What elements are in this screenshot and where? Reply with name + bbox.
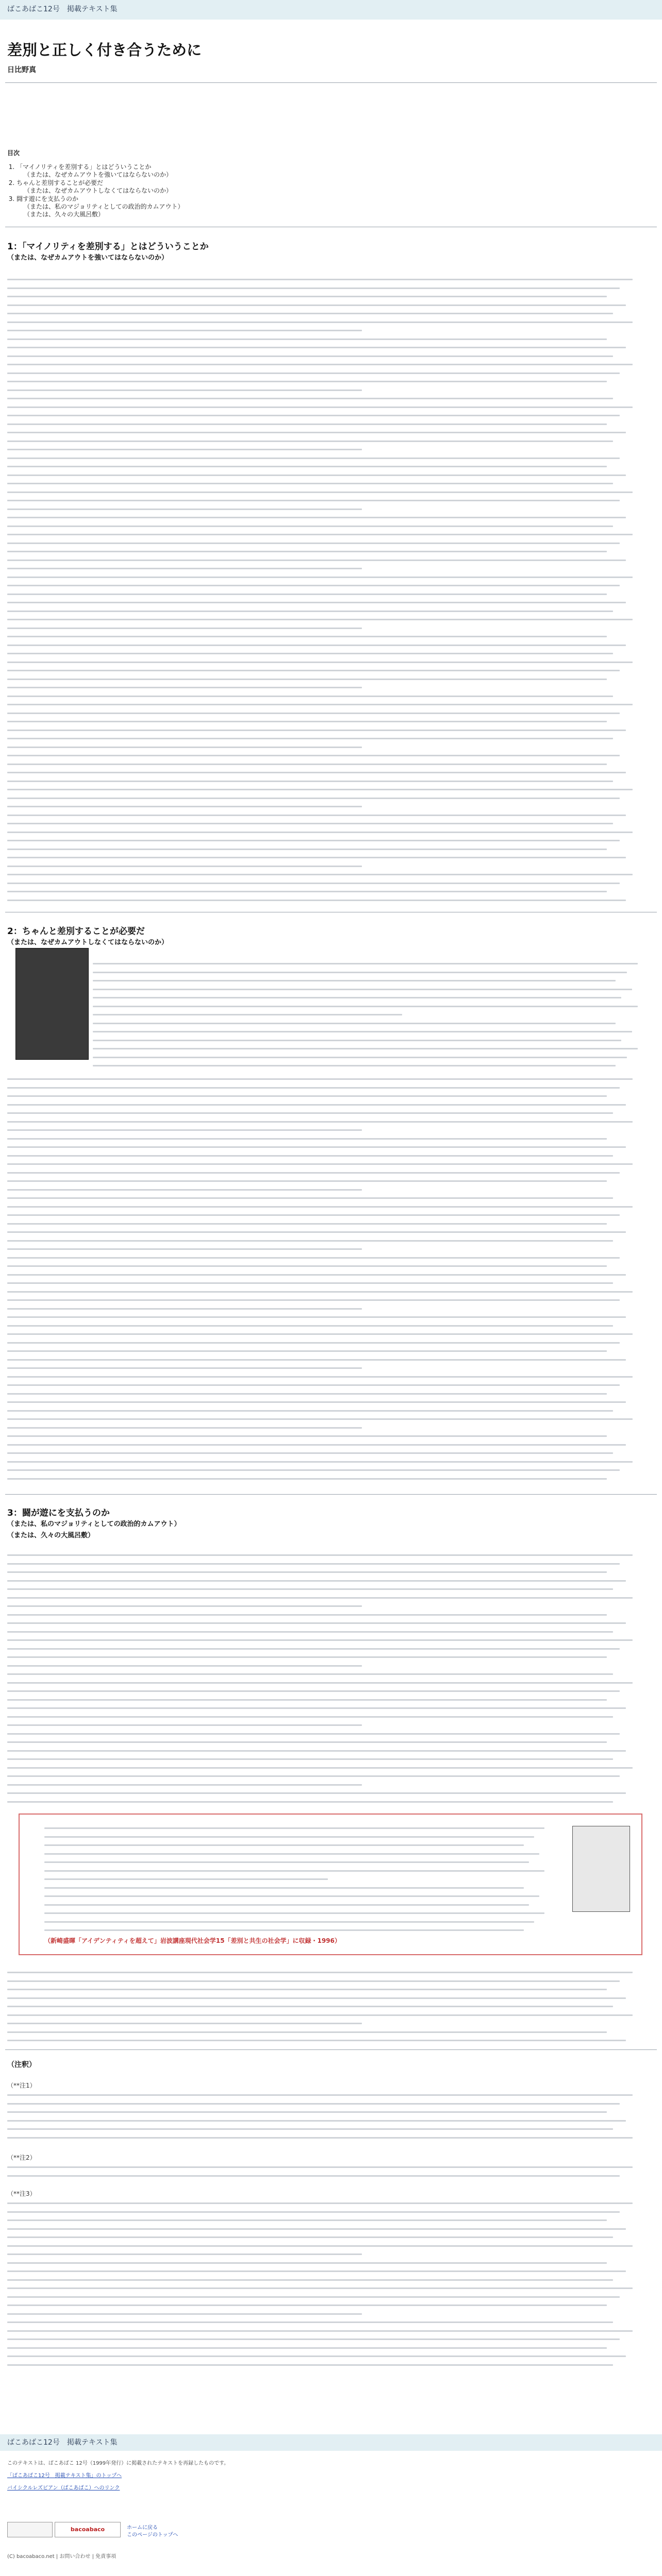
- text-line: [7, 2208, 652, 2216]
- text-line: [7, 1355, 652, 1364]
- text-line: [93, 1010, 655, 1019]
- text-line: [7, 862, 652, 871]
- text-line: [93, 1002, 655, 1011]
- text-line: [93, 976, 655, 985]
- text-line: [7, 896, 652, 905]
- text-line: [7, 615, 652, 624]
- text-line: [7, 1075, 652, 1083]
- footer-bar: [0, 2434, 662, 2451]
- note-3-text: [7, 2199, 652, 2369]
- section-2-heading: 2：ちゃんと差別することが必要だ （または、なぜカムアウトしなくてはならないのか）: [7, 926, 169, 946]
- text-line: [7, 1653, 652, 1662]
- section-3-body-2: [7, 1968, 652, 2045]
- text-line: [7, 887, 652, 896]
- text-line: [7, 1372, 652, 1381]
- text-line: [7, 1713, 652, 1721]
- text-line: [44, 1884, 560, 1892]
- text-line: [7, 326, 652, 335]
- text-line: [7, 1772, 652, 1781]
- text-line: [44, 1824, 560, 1833]
- section-3-body: [7, 1551, 652, 1806]
- banner-logo-icon[interactable]: [7, 2522, 53, 2537]
- text-line: [7, 522, 652, 531]
- text-line: [7, 1789, 652, 1798]
- text-line: [7, 2125, 652, 2133]
- text-line: [7, 1585, 652, 1594]
- text-line: [7, 1670, 652, 1679]
- text-line: [7, 870, 652, 879]
- text-line: [7, 2267, 652, 2276]
- text-line: [7, 411, 652, 420]
- text-line: [7, 2327, 652, 2335]
- text-line: [7, 2233, 652, 2242]
- text-line: [7, 1568, 652, 1577]
- text-line: [7, 1092, 652, 1100]
- text-line: [7, 1458, 652, 1466]
- text-line: [7, 802, 652, 811]
- text-line: [7, 564, 652, 573]
- text-line: [7, 1423, 652, 1432]
- text-line: [7, 1262, 652, 1270]
- text-line: [7, 2242, 652, 2250]
- text-line: [7, 785, 652, 794]
- text-line: [7, 1381, 652, 1389]
- text-line: [7, 292, 652, 301]
- text-line: [7, 2344, 652, 2352]
- text-line: [7, 530, 652, 539]
- text-line: [7, 2259, 652, 2267]
- text-line: [7, 1330, 652, 1338]
- text-line: [44, 1892, 560, 1901]
- author-name: 日比野真: [7, 66, 36, 74]
- copyright: (C) bacoabaco.net | お問い合わせ | 免責事項: [7, 2554, 117, 2560]
- text-line: [93, 1027, 655, 1036]
- text-line: [7, 2172, 652, 2180]
- text-line: [7, 335, 652, 344]
- text-line: [7, 717, 652, 726]
- text-line: [7, 1347, 652, 1355]
- text-line: [7, 2011, 652, 2020]
- text-line: [7, 1781, 652, 1789]
- text-line: [7, 428, 652, 437]
- text-line: [44, 1841, 560, 1850]
- text-line: [7, 2199, 652, 2208]
- text-line: [7, 1109, 652, 1117]
- text-line: [7, 1100, 652, 1109]
- text-line: [44, 1867, 560, 1875]
- quote-box: [19, 1814, 642, 1955]
- text-line: [7, 284, 652, 293]
- text-line: [7, 1696, 652, 1704]
- text-line: [7, 598, 652, 607]
- text-line: [7, 1245, 652, 1253]
- text-line: [7, 343, 652, 352]
- text-line: [7, 1994, 652, 2003]
- text-line: [7, 836, 652, 845]
- text-line: [44, 1901, 560, 1909]
- text-line: [7, 700, 652, 709]
- text-line: [7, 471, 652, 480]
- text-line: [7, 1432, 652, 1440]
- quote-reference: （新崎盛暉「アイデンティティを超えて」岩波講座現代社会学15「差別と共生の社会学」に収録・1996）: [44, 1937, 341, 1944]
- text-line: [7, 666, 652, 675]
- text-line: [7, 1747, 652, 1755]
- book-cover-image: [572, 1826, 630, 1912]
- text-line: [7, 1560, 652, 1568]
- text-line: [7, 1389, 652, 1398]
- notes-heading: （注釈）: [7, 2061, 36, 2069]
- footer-home-link[interactable]: ホームに戻る: [127, 2525, 158, 2531]
- divider: [5, 1494, 657, 1495]
- text-line: [7, 1440, 652, 1449]
- quote-text: [44, 1824, 560, 1935]
- text-line: [7, 1083, 652, 1092]
- text-line: [44, 1926, 560, 1935]
- text-line: [44, 1833, 560, 1841]
- text-line: [93, 1044, 655, 1053]
- text-line: [7, 819, 652, 828]
- text-line: [7, 1662, 652, 1670]
- section-1-body: [7, 275, 652, 904]
- text-line: [7, 352, 652, 361]
- footer-link-top[interactable]: 「ばこあばこ12号 掲載テキスト集」のトップへ: [7, 2473, 122, 2479]
- text-line: [7, 2276, 652, 2284]
- text-line: [7, 1977, 652, 1986]
- text-line: [7, 1577, 652, 1585]
- text-line: [7, 2019, 652, 2028]
- text-line: [7, 1143, 652, 1151]
- text-line: [93, 968, 655, 977]
- text-line: [7, 420, 652, 429]
- text-line: [7, 1338, 652, 1347]
- text-line: [7, 751, 652, 760]
- text-line: [93, 959, 655, 968]
- text-line: [7, 2108, 652, 2116]
- section-2-body-wrap: [93, 959, 655, 1070]
- section-1-heading: 1：「マイノリティを差別する」とはどういうことか （または、なぜカムアウトを強いてはならないのか）: [7, 242, 209, 262]
- section-3-heading: 3：闘が遊にを支払うのか （または、私のマジョリティとしての政治的カムアウト） （または、久々の大風呂敷）: [7, 1508, 181, 1539]
- text-line: [7, 1721, 652, 1730]
- text-line: [7, 2163, 652, 2172]
- text-line: [7, 1798, 652, 1806]
- text-line: [7, 658, 652, 667]
- text-line: [7, 1177, 652, 1185]
- text-line: [7, 692, 652, 701]
- text-line: [93, 985, 655, 994]
- text-line: [7, 318, 652, 327]
- footer-links: [127, 2524, 178, 2539]
- footer-link-baco[interactable]: バイシクルレズビアン（ばこあばこ）へのリンク: [7, 2485, 120, 2491]
- note-tag[interactable]: （**注1）: [7, 2082, 36, 2089]
- text-line: [7, 386, 652, 395]
- text-line: [7, 479, 652, 488]
- text-line: [7, 2361, 652, 2369]
- text-line: [7, 496, 652, 505]
- text-line: [7, 2318, 652, 2327]
- text-line: [7, 513, 652, 522]
- text-line: [7, 632, 652, 641]
- text-line: [7, 1602, 652, 1611]
- text-line: [7, 2310, 652, 2318]
- text-line: [7, 2002, 652, 2011]
- footer-note: [7, 2460, 229, 2492]
- note-2-text: [7, 2163, 652, 2180]
- text-line: [7, 547, 652, 556]
- text-line: [7, 1687, 652, 1696]
- text-line: [7, 641, 652, 650]
- section-2-body: [7, 1075, 652, 1483]
- text-line: [7, 828, 652, 837]
- text-line: [7, 1466, 652, 1475]
- text-line: [7, 1236, 652, 1245]
- text-line: [7, 1968, 652, 1977]
- text-line: [7, 437, 652, 446]
- text-line: [93, 1061, 655, 1070]
- text-line: [7, 2293, 652, 2301]
- text-line: [7, 1228, 652, 1236]
- text-line: [7, 777, 652, 786]
- text-line: [7, 1168, 652, 1177]
- text-line: [7, 2352, 652, 2361]
- text-line: [7, 709, 652, 718]
- text-line: [7, 539, 652, 548]
- text-line: [7, 2036, 652, 2045]
- note-tag[interactable]: （**注3）: [7, 2190, 36, 2197]
- text-line: [7, 1253, 652, 1262]
- text-line: [7, 2216, 652, 2225]
- text-line: [7, 743, 652, 752]
- text-line: [7, 1194, 652, 1202]
- text-line: [7, 811, 652, 820]
- text-line: [7, 1679, 652, 1687]
- table-of-contents: [7, 149, 184, 219]
- text-line: [7, 1475, 652, 1483]
- text-line: [7, 1304, 652, 1313]
- text-line: [7, 1185, 652, 1194]
- text-line: [7, 360, 652, 369]
- text-line: [7, 607, 652, 616]
- text-line: [7, 573, 652, 582]
- text-line: [7, 2091, 652, 2099]
- text-line: [93, 1053, 655, 1062]
- text-line: [7, 879, 652, 888]
- text-line: [7, 1270, 652, 1279]
- text-line: [44, 1875, 560, 1884]
- header-bar: [0, 0, 662, 20]
- text-line: [7, 1415, 652, 1423]
- text-line: [7, 377, 652, 386]
- text-line: [7, 768, 652, 777]
- text-line: [7, 1985, 652, 1994]
- text-line: [7, 1364, 652, 1372]
- text-line: [7, 2133, 652, 2142]
- text-line: [7, 1126, 652, 1134]
- text-line: [7, 794, 652, 803]
- text-line: [7, 1764, 652, 1772]
- text-line: [7, 1151, 652, 1160]
- text-line: [44, 1909, 560, 1918]
- text-line: [7, 462, 652, 471]
- text-line: [7, 683, 652, 692]
- text-line: [44, 1850, 560, 1858]
- photo: [15, 948, 89, 1060]
- text-line: [7, 1134, 652, 1143]
- text-line: [7, 1321, 652, 1330]
- text-line: [7, 2099, 652, 2108]
- toc-item[interactable]: 2. ちゃんと差別することが必要だ （または、なぜカムアウトしなくてはならないのか）: [16, 179, 184, 195]
- text-line: [7, 760, 652, 769]
- text-line: [7, 2028, 652, 2037]
- text-line: [93, 1019, 655, 1028]
- text-line: [7, 2250, 652, 2259]
- text-line: [7, 1279, 652, 1287]
- text-line: [7, 505, 652, 514]
- toc-item[interactable]: 3. 闘す遊にを支払うのか （または、私のマジョリティとしての政治的カムアウト） （または、久々の大風呂敷）: [16, 195, 184, 218]
- text-line: [7, 1398, 652, 1406]
- text-line: [7, 309, 652, 318]
- text-line: [7, 1117, 652, 1126]
- text-line: [7, 394, 652, 403]
- toc-heading: 目次: [7, 149, 20, 157]
- text-line: [7, 1219, 652, 1228]
- text-line: [44, 1918, 560, 1926]
- note-1-text: [7, 2091, 652, 2142]
- footer-line-1: このテキストは、ばこあばこ 12号（1999年発行）に掲載されたテキストを再録したものです。: [7, 2461, 229, 2466]
- text-line: [7, 488, 652, 497]
- text-line: [7, 403, 652, 412]
- text-line: [93, 1036, 655, 1045]
- text-line: [7, 1551, 652, 1560]
- text-line: [7, 734, 652, 743]
- text-line: [7, 675, 652, 684]
- divider: [5, 2049, 657, 2050]
- text-line: [7, 1611, 652, 1619]
- text-line: [7, 369, 652, 378]
- text-line: [7, 454, 652, 463]
- text-line: [7, 845, 652, 854]
- text-line: [7, 1628, 652, 1636]
- text-line: [7, 1636, 652, 1645]
- text-line: [7, 1160, 652, 1168]
- text-line: [7, 2225, 652, 2233]
- toc-item[interactable]: 1. 「マイノリティを差別する」とはどういうことか （または、なぜカムアウトを強いてはならないのか）: [16, 163, 184, 179]
- text-line: [7, 726, 652, 735]
- text-line: [7, 1202, 652, 1211]
- note-tag[interactable]: （**注2）: [7, 2154, 36, 2161]
- text-line: [7, 1730, 652, 1738]
- text-line: [7, 1406, 652, 1415]
- footer-bar-title[interactable]: ばこあばこ12号 掲載テキスト集: [7, 2438, 118, 2447]
- text-line: [7, 1594, 652, 1602]
- text-line: [7, 445, 652, 454]
- text-line: [7, 2335, 652, 2344]
- text-line: [7, 1313, 652, 1321]
- text-line: [7, 1619, 652, 1628]
- text-line: [44, 1858, 560, 1867]
- text-line: [7, 649, 652, 658]
- text-line: [7, 2301, 652, 2310]
- text-line: [7, 624, 652, 633]
- text-line: [7, 275, 652, 284]
- text-line: [7, 581, 652, 590]
- text-line: [93, 993, 655, 1002]
- text-line: [7, 853, 652, 862]
- text-line: [7, 2284, 652, 2293]
- text-line: [7, 590, 652, 599]
- text-line: [7, 2116, 652, 2125]
- page-title: 差別と正しく付き合うために: [7, 41, 202, 59]
- text-line: [7, 556, 652, 565]
- divider: [5, 82, 657, 83]
- text-line: [7, 1296, 652, 1304]
- text-line: [7, 1449, 652, 1458]
- text-line: [7, 1287, 652, 1296]
- footer-pagetop-link[interactable]: このページのトップへ: [127, 2532, 178, 2538]
- text-line: [7, 1645, 652, 1653]
- text-line: [7, 1738, 652, 1747]
- text-line: [7, 1755, 652, 1764]
- text-line: [7, 301, 652, 310]
- site-title[interactable]: ばこあばこ12号 掲載テキスト集: [7, 5, 118, 13]
- bacoabaco-logo[interactable]: bacoabaco: [55, 2522, 121, 2537]
- text-line: [7, 1211, 652, 1219]
- text-line: [7, 1704, 652, 1713]
